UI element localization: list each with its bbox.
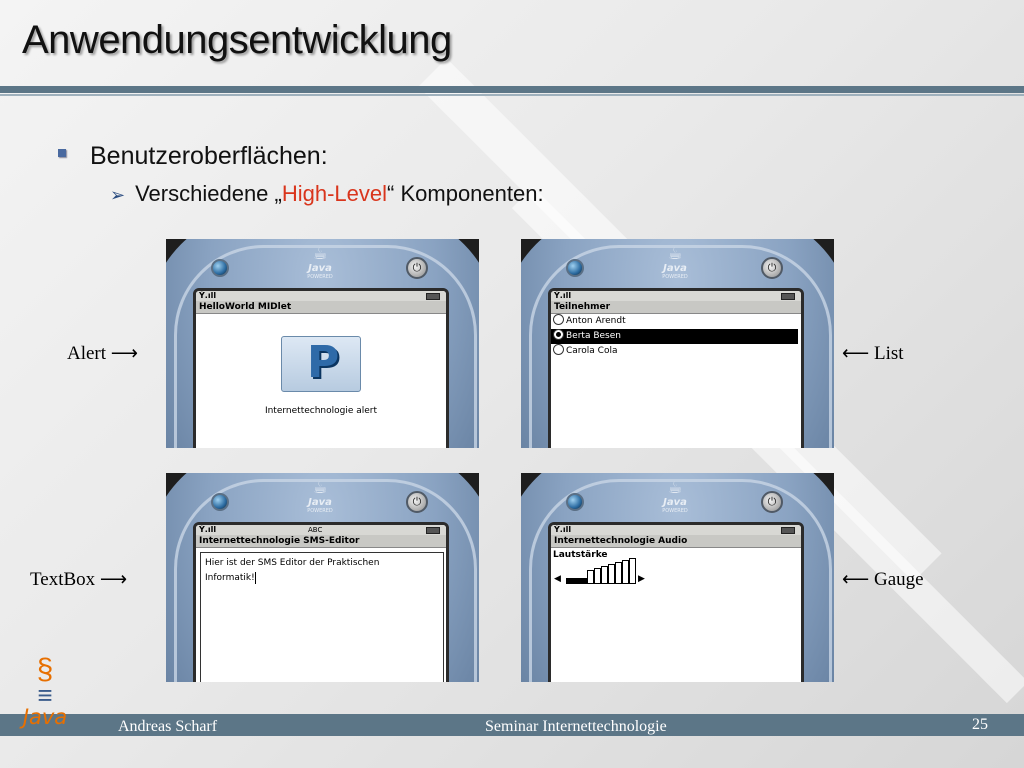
list-item-label: Berta Besen: [566, 331, 621, 341]
arrow-left-icon: ⟵: [842, 569, 870, 590]
alert-image-letter: P: [307, 337, 340, 388]
slide-title: Anwendungsentwicklung: [22, 18, 452, 62]
gauge-bar: [615, 562, 622, 584]
gauge-bar: [594, 568, 601, 584]
status-bar: [551, 291, 801, 301]
footer-author: Andreas Scharf: [118, 718, 218, 735]
alert-message: Internettechnologie alert: [264, 406, 378, 416]
java-powered-icon: ☕ Java POWERED: [300, 479, 340, 525]
signal-icon: Ỳ.ıll: [199, 525, 217, 534]
phone-screen: [193, 522, 449, 682]
phone-gauge-screenshot: [521, 473, 834, 682]
power-icon: ⏻: [761, 491, 783, 513]
text-line: Hier ist der SMS Editor der Praktischen: [205, 558, 380, 568]
phone-led-icon: [211, 493, 229, 511]
radio-selected-icon: [553, 329, 564, 340]
bullet-highlight: High-Level: [281, 181, 388, 206]
battery-icon: [781, 293, 795, 300]
java-cup-icon: ≡: [37, 680, 53, 710]
list-item[interactable]: [551, 314, 801, 329]
phone-list-screenshot: [521, 239, 834, 448]
gauge-bar: [573, 578, 580, 584]
list-item[interactable]: [551, 344, 801, 359]
text-caret: [255, 572, 256, 584]
power-icon: ⏻: [406, 257, 428, 279]
battery-icon: [426, 293, 440, 300]
gauge-bar: [608, 564, 615, 584]
java-steam-icon: §: [36, 653, 54, 686]
java-powered-icon: ☕ Java POWERED: [300, 245, 340, 291]
power-icon: ⏻: [406, 491, 428, 513]
bullet-text-pre: Verschiedene „: [135, 181, 282, 206]
screen-title: Internettechnologie Audio: [551, 535, 801, 548]
java-powered-text: POWERED: [307, 274, 333, 280]
power-icon: ⏻: [761, 257, 783, 279]
label-list: ⟵ List: [842, 343, 904, 364]
java-powered-text: POWERED: [307, 508, 333, 514]
text-line-last: [205, 571, 439, 586]
gauge-bar: [629, 558, 636, 584]
gauge-bar: [601, 566, 608, 584]
title-divider-thin: [0, 94, 1024, 96]
java-brand: Java: [663, 263, 687, 274]
phone-screen: [193, 288, 449, 448]
phone-textbox-screenshot: [166, 473, 479, 682]
square-bullet-icon: [58, 149, 66, 157]
phone-led-icon: [566, 259, 584, 277]
signal-icon: Ỳ.ıll: [554, 291, 572, 300]
signal-icon: Ỳ.ıll: [554, 525, 572, 534]
gauge-label: Lautstärke: [553, 550, 608, 560]
java-powered-icon: ☕ Java POWERED: [655, 245, 695, 291]
phone-led-icon: [566, 493, 584, 511]
volume-gauge[interactable]: [554, 562, 801, 592]
java-brand: Java: [663, 497, 687, 508]
phone-screen: [548, 522, 804, 682]
gauge-bar: [622, 560, 629, 584]
gauge-bar: [580, 578, 587, 584]
page-number: 25: [972, 716, 988, 733]
label-gauge: ⟵ Gauge: [842, 569, 924, 590]
java-brand: Java: [308, 263, 332, 274]
signal-icon: Ỳ.ıll: [199, 291, 217, 300]
phone-screen: [548, 288, 804, 448]
radio-icon: [553, 314, 564, 325]
bullet-text-post: “ Komponenten:: [387, 181, 544, 206]
bullet-text: Benutzeroberflächen:: [90, 142, 328, 170]
gauge-bar: [587, 570, 594, 584]
java-logo-text: Java: [22, 705, 68, 729]
arrow-left-icon: ⟵: [842, 343, 870, 364]
status-bar: [196, 291, 446, 301]
phone-led-icon: [211, 259, 229, 277]
label-textbox: TextBox ⟶: [30, 569, 128, 590]
java-logo-icon: [20, 655, 70, 740]
java-powered-text: POWERED: [662, 508, 688, 514]
input-mode-indicator: ABC: [308, 526, 323, 534]
screen-title: Teilnehmer: [551, 301, 801, 314]
status-bar: [551, 525, 801, 535]
list-item-label: Carola Cola: [566, 346, 618, 356]
sms-text-field[interactable]: [200, 552, 444, 682]
java-powered-text: POWERED: [662, 274, 688, 280]
screen-title: Internettechnologie SMS-Editor: [196, 535, 446, 548]
gauge-decrease-icon[interactable]: ◀: [554, 574, 561, 584]
status-bar: [196, 525, 446, 535]
list-item-label: Anton Arendt: [566, 316, 626, 326]
label-alert: Alert ⟶: [67, 343, 139, 364]
footer-seminar: Seminar Internettechnologie: [485, 718, 667, 735]
gauge-bar: [566, 578, 573, 584]
list-item-selected[interactable]: [551, 329, 798, 344]
radio-icon: [553, 344, 564, 355]
gauge-increase-icon[interactable]: ▶: [638, 574, 645, 584]
bullet-level-2: [110, 181, 544, 207]
alert-image-icon: [281, 336, 361, 392]
battery-icon: [426, 527, 440, 534]
bullet-level-1: [58, 142, 328, 171]
java-brand: Java: [308, 497, 332, 508]
arrow-right-icon: ⟶: [99, 569, 128, 590]
text-line: Informatik!: [205, 573, 255, 583]
arrow-bullet-icon: ➢: [110, 185, 126, 205]
title-divider: [0, 86, 1024, 93]
arrow-right-icon: ⟶: [110, 343, 139, 364]
screen-title: HelloWorld MIDlet: [196, 301, 446, 314]
battery-icon: [781, 527, 795, 534]
phone-alert-screenshot: [166, 239, 479, 448]
java-powered-icon: ☕ Java POWERED: [655, 479, 695, 525]
